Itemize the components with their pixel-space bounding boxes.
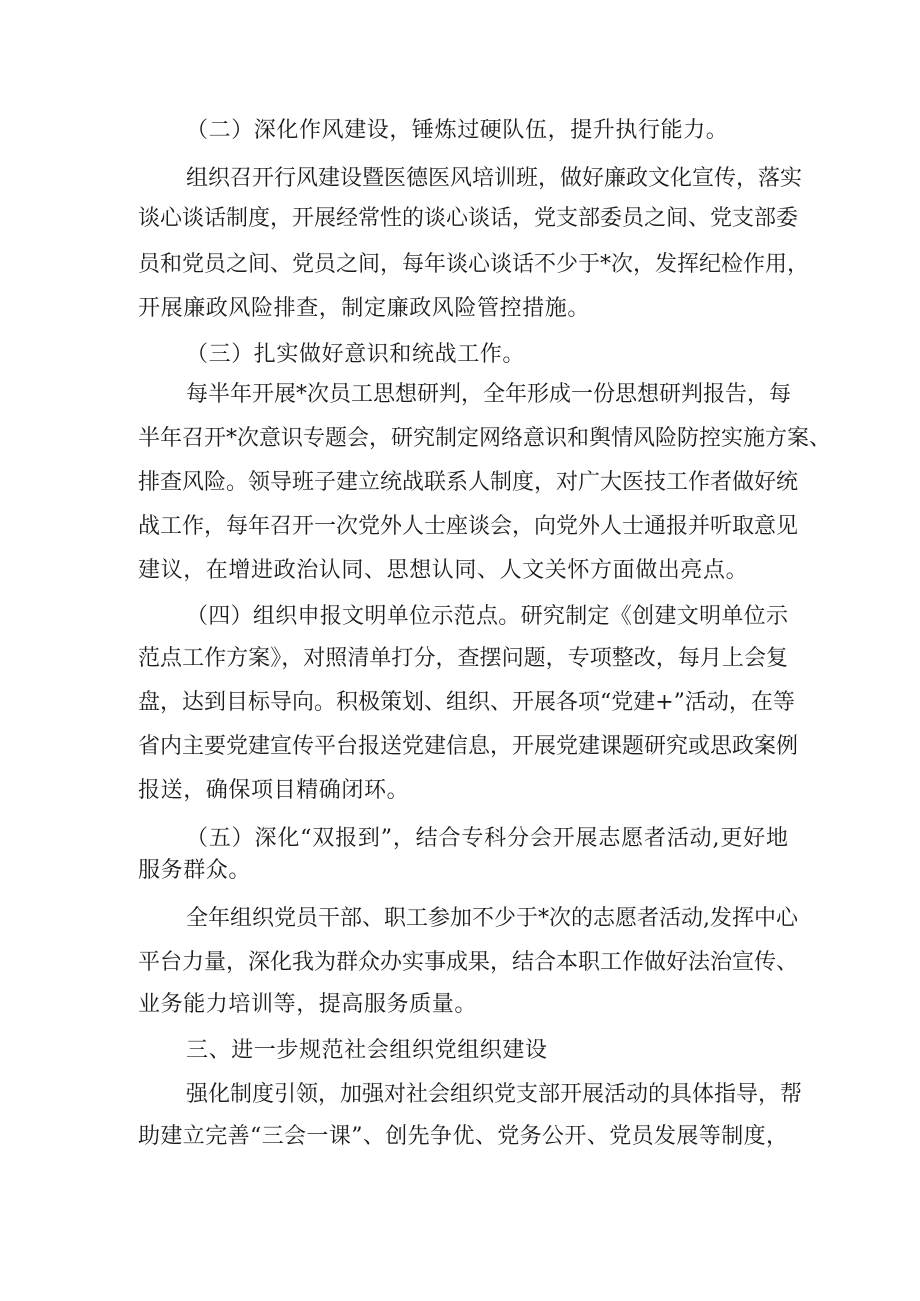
paragraph-line: 范点工作方案》，对照清单打分，查摆问题，专项整改，每月上会复 bbox=[138, 646, 788, 671]
paragraph-line: 全年组织党员干部、职工参加不少于*次的志愿者活动,发挥中心 bbox=[186, 906, 798, 931]
paragraph-line: 强化制度引领，加强对社会组织党支部开展活动的具体指导，帮 bbox=[186, 1082, 803, 1107]
chapter-heading-3: 三、进一步规范社会组织党组织建设 bbox=[186, 1038, 548, 1063]
paragraph-line: 排查风险。领导班子建立统战联系人制度，对广大医技工作者做好统 bbox=[138, 470, 799, 495]
section-heading-4: （四）组织申报文明单位示范点。研究制定《创建文明单位示 bbox=[186, 604, 788, 629]
paragraph-line: 员和党员之间、党员之间，每年谈心谈话不少于*次，发挥纪检作用， bbox=[138, 252, 810, 277]
paragraph-line: 服务群众。 bbox=[138, 858, 252, 883]
paragraph-line: 每半年开展*次员工思想研判，全年形成一份思想研判报告，每 bbox=[186, 382, 792, 407]
paragraph-line: 报送，确保项目精确闭环。 bbox=[138, 778, 410, 803]
section-heading-3: （三）扎实做好意识和统战工作。 bbox=[186, 342, 526, 367]
paragraph-line: 组织召开行风建设暨医德医风培训班，做好廉政文化宣传，落实 bbox=[186, 166, 803, 191]
paragraph-line: 省内主要党建宣传平台报送党建信息，开展党建课题研究或思政案例 bbox=[138, 734, 799, 759]
paragraph-line: 谈心谈话制度，开展经常性的谈心谈话，党支部委员之间、党支部委 bbox=[138, 206, 799, 231]
paragraph-line: 平台力量，深化我为群众办实事成果，结合本职工作做好法治宣传、 bbox=[138, 950, 799, 975]
paragraph-line: 业务能力培训等，提高服务质量。 bbox=[138, 992, 478, 1017]
paragraph-line: 半年召开*次意识专题会，研究制定网络意识和舆情风险防控实施方案、 bbox=[138, 426, 832, 451]
paragraph-line: 战工作，每年召开一次党外人士座谈会，向党外人士通报并听取意见 bbox=[138, 514, 799, 539]
paragraph-line: 盘，达到目标导向。积极策划、组织、开展各项“党建+”活动，在等 bbox=[138, 690, 795, 715]
paragraph-line: 建议，在增进政治认同、思想认同、人文关怀方面做出亮点。 bbox=[138, 558, 749, 583]
section-heading-5: （五）深化“双报到”，结合专科分会开展志愿者活动,更好地 bbox=[186, 826, 788, 851]
paragraph-line: 助建立完善“三会一课”、创先争优、党务公开、党员发展等制度， bbox=[138, 1124, 788, 1149]
section-heading-2: （二）深化作风建设，锤炼过硬队伍，提升执行能力。 bbox=[186, 118, 729, 143]
paragraph-line: 开展廉政风险排查，制定廉政风险管控措施。 bbox=[138, 296, 591, 321]
